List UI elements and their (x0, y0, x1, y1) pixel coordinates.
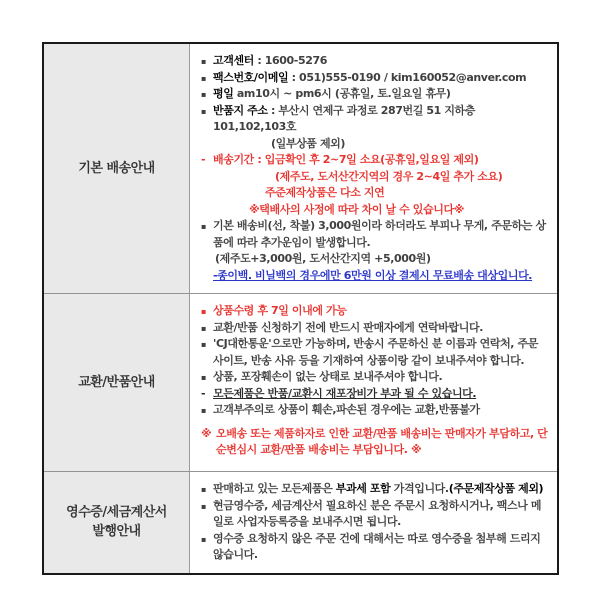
info-line-text (213, 482, 543, 495)
info-line-text (213, 269, 532, 282)
info-line (262, 169, 551, 186)
text-segment: 오배송 또는 제품하자로 인한 교환/판품 배송비는 판매자가 부담하고, 단순변심시 교환/판품 배송비는 부담입니다. ※ (216, 426, 548, 456)
info-line (200, 426, 551, 459)
emphasized-text: 반품지 주소 (213, 103, 268, 117)
info-line (200, 386, 551, 403)
text-segment: : 부산시 연제구 과정로 287번길 51 지하층 101,102,103호 (213, 103, 476, 133)
text-segment: 기본 배송비(선, 착불) 3,000원이라 하더라도 부피나 무게, 주문하는 상품에 따라 추가운임이 발생합니다. (213, 219, 546, 249)
bullet-icon: - (201, 386, 206, 400)
bullet-icon: ※ (201, 426, 212, 440)
info-line-text (213, 71, 526, 84)
bullet-icon: ▪ (201, 307, 207, 316)
text-segment: 상품수령 후 7일 이내에 가능 (213, 304, 347, 317)
info-line (200, 303, 551, 320)
info-line-text (249, 203, 464, 216)
bullet-icon: ▪ (201, 323, 207, 333)
text-segment: ※택배사의 사정에 따라 차이 날 수 있습니다※ (249, 202, 465, 216)
row-header-line: 영수증/세금계산서 (66, 504, 167, 520)
row-header-line: 교환/반품안내 (78, 374, 155, 390)
text-segment: 'CJ대한통운'으로만 가능하며, 반송시 주문하신 분 이름과 연락처, 주문 사이트, 반송 사유 등을 기재하여 상품이랑 같이 보내주셔야 합니다. (213, 337, 538, 367)
bullet-icon: ▪ (201, 501, 207, 511)
info-line (200, 481, 551, 498)
info-line-text (265, 186, 384, 199)
info-line-text (213, 337, 538, 367)
info-line (200, 70, 551, 87)
info-line (252, 185, 551, 202)
bullet-icon: ▪ (201, 106, 207, 116)
info-line (200, 531, 551, 564)
info-line-text (213, 104, 475, 134)
info-line-text (213, 87, 451, 100)
text-segment: (제주도, 도서산간지역의 경우 2~4일 추가 소요) (275, 169, 503, 183)
text-segment: -종이백. 비닐백의 경우에만 6만원 이상 결제시 무료배송 대상입니다. (213, 268, 533, 282)
info-line (200, 336, 551, 369)
emphasized-text: 팩스번호/이메일 (213, 70, 289, 84)
text-segment: 가격입니다. (390, 482, 449, 495)
info-line (200, 402, 551, 419)
table-row (44, 293, 557, 471)
info-line-text (213, 219, 546, 249)
info-line (200, 498, 551, 531)
table-row (44, 44, 557, 293)
info-line (236, 202, 551, 219)
text-segment: (제주도+3,000원, 도서산간지역 +5,000원) (215, 252, 431, 265)
info-line-text (213, 370, 442, 383)
text-segment: 판매하고 있는 모든제품은 (213, 482, 336, 495)
text-segment: 주준제작상품은 다소 지연 (265, 186, 385, 199)
emphasized-text: 부과세 포함 (335, 482, 391, 495)
row-header-line: 기본 배송안내 (78, 160, 155, 176)
text-segment: am10시 ~ pm6시 (공휴일, 토.일요일 휴무) (233, 87, 451, 100)
row-header-line: 발행안내 (92, 524, 141, 540)
info-line-text (213, 403, 480, 416)
spacer (200, 419, 551, 426)
info-line (200, 320, 551, 337)
info-line (200, 152, 551, 169)
row-header (44, 44, 190, 293)
info-line-text (271, 137, 345, 150)
text-segment: 모든제품은 반품/교환시 재포장비가 부과 될 수 있습니다. (213, 386, 477, 400)
info-line (258, 136, 551, 153)
text-segment: 현금영수증, 세금계산서 필요하신 분은 주문시 요청하시거나, 팩스나 메일로 사업자등록증을 보내주시면 됩니다. (213, 498, 542, 528)
row-header (44, 472, 190, 573)
text-segment: 영수증 요청하지 않은 주문 건에 대해서는 따로 영수증을 첨부해 드리지 않습니다. (213, 531, 541, 561)
bullet-icon: ▪ (201, 73, 207, 83)
text-segment: 교환/반품 신청하기 전에 반드시 판매자에게 연락바랍니다. (213, 320, 483, 334)
bullet-icon: ▪ (201, 373, 207, 382)
text-segment: (일부상품 제외) (271, 136, 346, 150)
text-segment: : 1600-5276 (253, 54, 327, 67)
bullet-icon: ▪ (201, 222, 207, 231)
info-line-text (213, 499, 541, 529)
info-line (200, 103, 551, 136)
emphasized-text: 평일 (213, 87, 234, 100)
bullet-icon: ▪ (201, 57, 207, 66)
info-line-text (213, 54, 327, 67)
info-line-text (213, 304, 346, 317)
info-line-text (213, 532, 540, 562)
info-line-text (213, 321, 483, 334)
info-line (202, 251, 551, 268)
row-content (190, 294, 557, 471)
emphasized-text: (주문제작상품 제외) (448, 482, 544, 495)
text-segment: 배송기간 : 입금확인 후 2~7일 소요(공휴일,일요일 제외) (213, 153, 479, 166)
table-row (44, 471, 557, 573)
shipping-info-table (42, 42, 559, 575)
bullet-icon: ▪ (201, 340, 207, 349)
row-header (44, 294, 190, 471)
info-line-text (213, 387, 476, 400)
row-content (190, 472, 557, 573)
info-line (200, 268, 551, 285)
info-line-text (275, 170, 502, 183)
info-line (200, 218, 551, 251)
bullet-icon: ▪ (201, 406, 207, 415)
text-segment: : 051)555-0190 / kim160052@anver.com (288, 70, 527, 84)
text-segment: 고객부주의로 상품이 훼손,파손된 경우에는 교환,반품불가 (213, 403, 480, 416)
info-line-text (213, 153, 478, 166)
bullet-icon: ▪ (201, 90, 207, 99)
emphasized-text: 고객센터 (213, 54, 254, 67)
info-line-text (215, 252, 431, 265)
info-line (200, 369, 551, 386)
text-segment: 상품, 포장훼손이 없는 상태로 보내주셔야 합니다. (213, 370, 443, 383)
bullet-icon: - (201, 153, 206, 166)
bullet-icon: ▪ (201, 485, 207, 494)
info-line (200, 86, 551, 103)
info-line (200, 53, 551, 70)
bullet-icon: ▪ (201, 534, 207, 544)
row-content (190, 44, 557, 293)
info-line-text (216, 427, 547, 457)
